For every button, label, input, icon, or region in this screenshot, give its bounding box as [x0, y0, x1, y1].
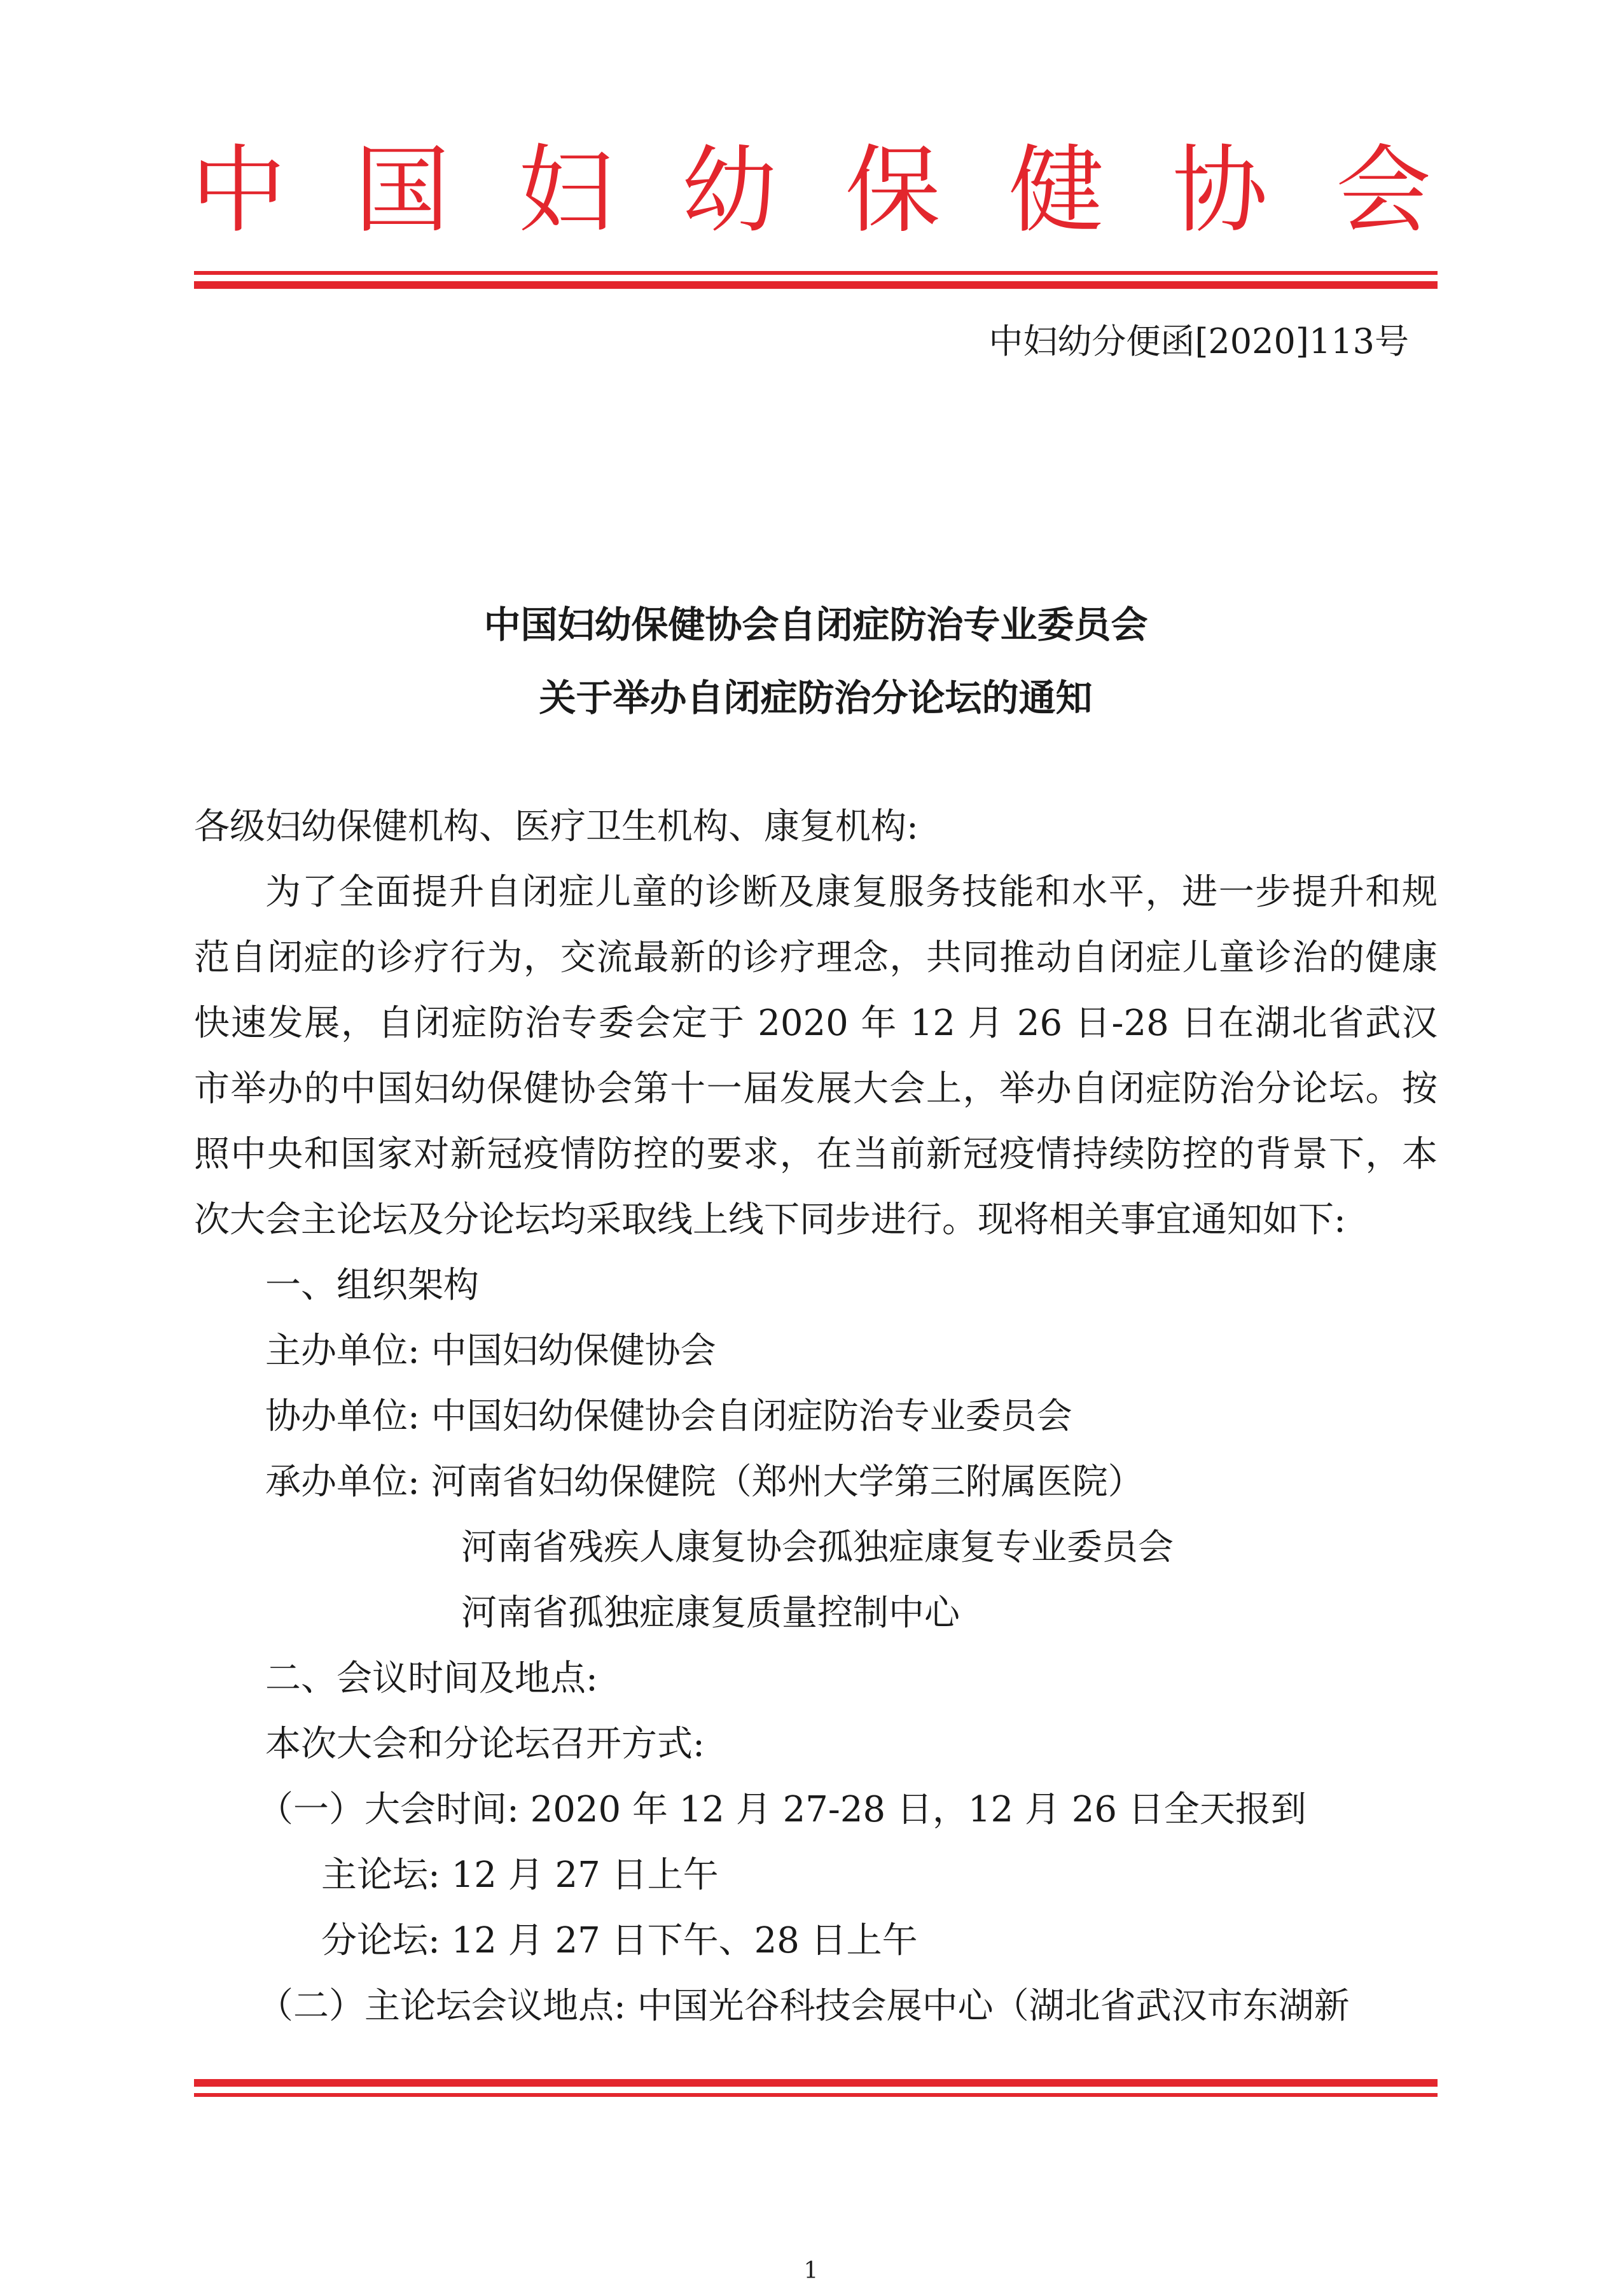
title-line-2: 关于举办自闭症防治分论坛的通知 — [539, 676, 1093, 720]
header-rule-thin — [194, 271, 1438, 275]
masthead-char: 中 — [191, 136, 287, 246]
title-line-1: 中国妇幼保健协会自闭症防治专业委员会 — [483, 603, 1148, 646]
document-number: 中妇幼分便函[2020]113号 — [988, 321, 1409, 361]
main-forum-venue: （二）主论坛会议地点: 中国光谷科技会展中心（湖北省武汉市东湖新 — [258, 1986, 1350, 2027]
footer-rule-thin — [194, 2093, 1438, 2097]
masthead — [191, 137, 1431, 245]
host-unit: 主办单位: 中国妇幼保健协会 — [265, 1330, 716, 1372]
notice-body — [194, 794, 1438, 2039]
masthead-char: 保 — [845, 136, 941, 246]
organizer-unit: 承办单位: 河南省妇幼保健院（郑州大学第三附属医院） — [265, 1461, 1144, 1503]
notice-title — [194, 588, 1438, 735]
masthead-char: 会 — [1335, 136, 1431, 246]
masthead-char: 妇 — [518, 136, 614, 246]
organizer-unit-3: 河南省孤独症康复质量控制中心 — [461, 1592, 960, 1634]
header-rule-thick — [194, 281, 1438, 289]
section-heading-organization: 一、组织架构 — [265, 1265, 479, 1306]
sub-forum-time: 分论坛: 12 月 27 日下午、28 日上午 — [321, 1920, 918, 1961]
footer-rule-thick — [194, 2079, 1438, 2087]
section-heading-time-place: 二、会议时间及地点: — [265, 1658, 598, 1699]
salutation: 各级妇幼保健机构、医疗卫生机构、康复机构: — [194, 806, 918, 847]
intro-paragraph: 为了全面提升自闭症儿童的诊断及康复服务技能和水平，进一步提升和规范自闭症的诊疗行为，交流最新的诊疗理念，共同推动自闭症儿童诊治的健康快速发展，自闭症防治专委会定于 2020 年 12 月 26 日-28 日在湖北省武汉市举办的中国妇幼保健协会第十一届发展大会上，举办自闭症防治分论坛。按照中央和国家对新冠疫情防控的要求，在当前新冠疫情持续防控的背景下，本次大会主论坛及分论坛均采取线上线下同步进行。现将相关事宜通知如下: — [194, 872, 1438, 1241]
masthead-char: 协 — [1172, 136, 1268, 246]
conference-time: （一）大会时间: 2020 年 12 月 27-28 日，12 月 26 日全天报到 — [258, 1789, 1307, 1830]
meeting-mode: 本次大会和分论坛召开方式: — [265, 1723, 705, 1765]
masthead-char: 健 — [1008, 136, 1104, 246]
main-forum-time: 主论坛: 12 月 27 日上午 — [321, 1854, 719, 1896]
co-organizer-unit: 协办单位: 中国妇幼保健协会自闭症防治专业委员会 — [265, 1396, 1072, 1437]
organizer-unit-2: 河南省残疾人康复协会孤独症康复专业委员会 — [461, 1527, 1174, 1568]
masthead-char: 幼 — [681, 136, 777, 246]
page-number: 1 — [803, 2258, 819, 2284]
masthead-char: 国 — [354, 136, 450, 246]
